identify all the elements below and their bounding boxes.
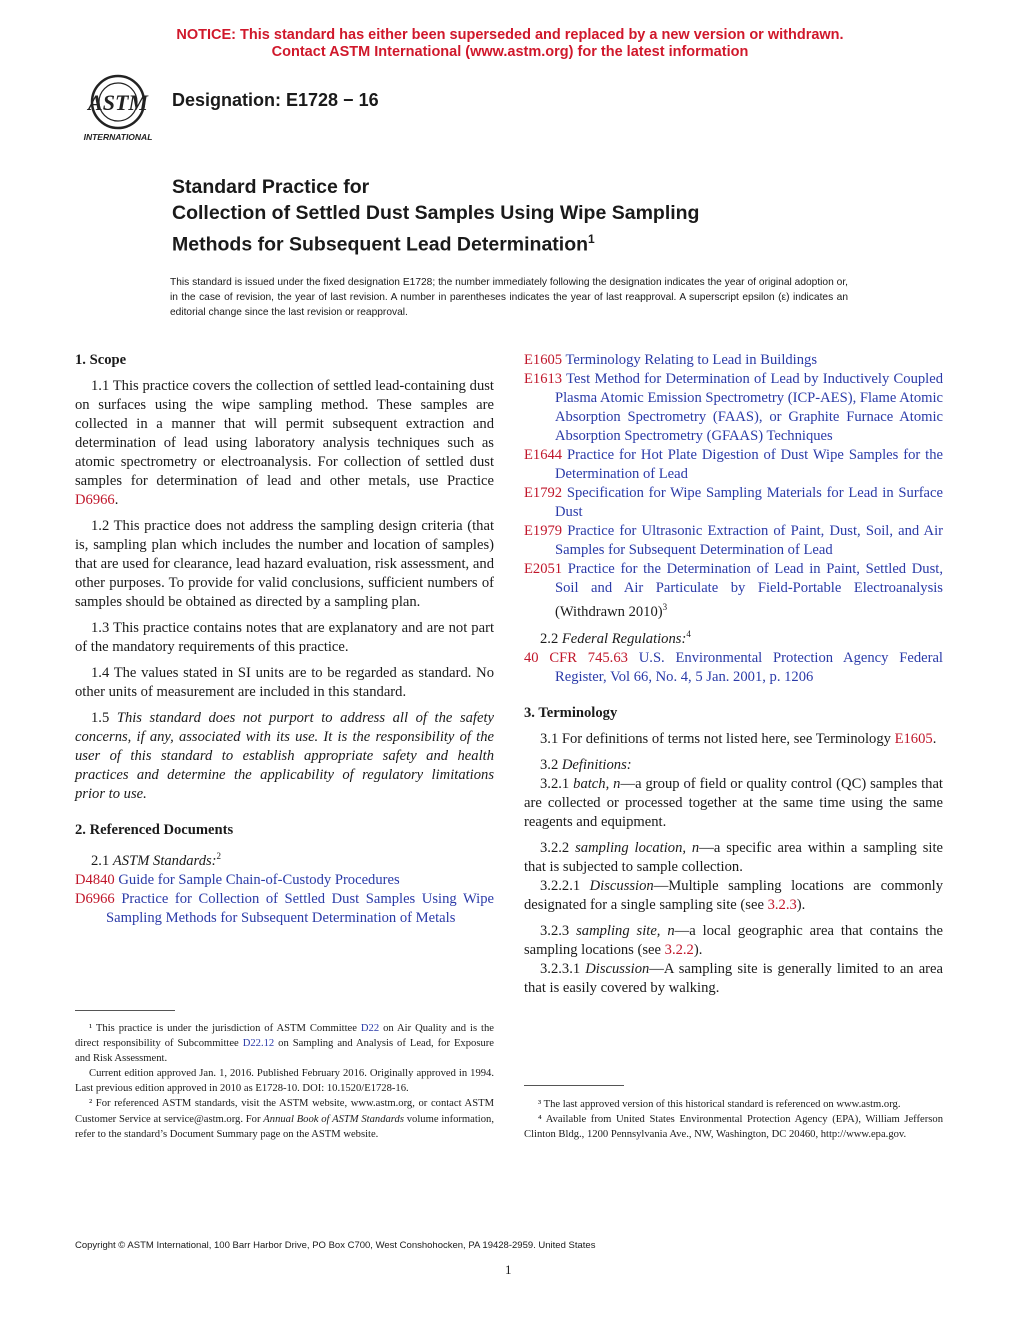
designation: Designation: E1728 − 16 [172,90,379,110]
term-3-2: 3.2 Definitions: [540,756,632,773]
ref-e1605-term-link[interactable]: E1605 [894,730,933,747]
scope-1-1: 1.1 This practice covers the collection of settled lead-containing dust on surfaces using the wipe sampling method. These samples are collected in a manner that will permit subsequent extraction and determination of lead using laboratory analysis techniques such as atomic spectrometry or electroanalysis. For collection of settled dust samples for determination of lead and other metals, use Practice D6966. [75,378,494,508]
reference-item [524,522,943,560]
refdocs-heading: 2. Referenced Documents [75,822,234,838]
right-reference-list [524,351,943,622]
term-3-1: 3.1 For definitions of terms not listed here, see Terminology E1605. [540,730,937,747]
reference-code-link[interactable]: E1605 [524,352,563,368]
term-3-2-3-1: 3.2.3.1 Discussion—A sampling site is generally limited to an area that is easily covered by walking. [524,960,943,996]
footnote-3: ³ The last approved version of this historical standard is referenced on www.astm.org. [538,1099,901,1110]
footnotes-left [75,1021,494,1142]
right-column [524,351,943,998]
ref-3-2-2-link[interactable]: 3.2.2 [664,941,694,958]
footnote-2: ² For referenced ASTM standards, visit the ASTM website, www.astm.org, or contact ASTM Customer Service at service@astm.org. For Annual Book of ASTM Standards volume information, refer to the standard’s Document Summary page on the ASTM website. [75,1098,494,1140]
reference-title[interactable]: Guide for Sample Chain-of-Custody Procedures [118,871,400,888]
terminology-heading: 3. Terminology [524,704,618,721]
scope-1-2: 1.2 This practice does not address the sampling design criteria (that is, sampling plan which includes the number and location of samples) that are used for clearance, lead hazard evaluation, risk assessment, and other purposes. To provide for valid conclusions, sufficient numbers of samples should be obtained as directed by a sampling plan. [75,518,494,610]
footnote-1: ¹ This practice is under the jurisdiction of ASTM Committee D22 on Air Quality and is the direct responsibility of Subcommittee D22.12 on Sampling and Analysis of Lead, for Exposure and Risk Assessment. [75,1023,494,1065]
reference-title[interactable]: Terminology Relating to Lead in Buildings [565,352,817,368]
reference-item [75,890,494,928]
footnotes-right [524,1097,943,1142]
reference-item [524,351,943,370]
reference-code-link[interactable]: E1644 [524,447,563,463]
reference-item [524,484,943,522]
astm-logo [74,72,162,144]
ref-d2212-link[interactable]: D22.12 [242,1038,275,1050]
footnote-rule-right [524,1085,624,1086]
reference-item [524,560,943,622]
reference-title[interactable]: Test Method for Determination of Lead by Inductively Coupled Plasma Atomic Emission Spectrometry (ICP-AES), Flame Atomic Absorption Spectrometry (FAAS), or Graphite Furnace Atomic Absorption Spectrometry (GFAAS) Techniques [555,371,943,444]
reference-title[interactable]: Practice for the Determination of Lead in Paint, Settled Dust, Soil and Air Particulate by Field-Portable Electroanalysis [555,561,943,596]
title-line-3: Methods for Subsequent Lead Determination [172,233,589,256]
copyright-line: Copyright © ASTM International, 100 Barr Harbor Drive, PO Box C700, West Conshohocken, PA 19428-2959. United States [75,1240,596,1251]
astm-standards-label: 2.1 ASTM Standards:$^2$ [91,851,222,869]
notice-line-2: Contact ASTM International (www.astm.org) for the latest information [271,44,749,60]
ref-40cfr: 40 CFR 745.63 U.S. Environmental Protection Agency Federal Register, Vol 66, No. 4, 5 Jan. 2001, p. 1206 [524,649,943,685]
left-column [75,351,494,928]
document-title [172,174,872,258]
term-3-2-1: 3.2.1 batch, n—a group of field or quality control (QC) samples that are collected or processed together at the same time using the same reagents and equipment. [524,775,943,830]
title-footnote-mark: 1 [588,232,595,246]
issuance-note: This standard is issued under the fixed designation E1728; the number immediately following the designation indicates the year of original adoption or, in the case of revision, the year of last revision. A number in parentheses indicates the year of last reapproval. A superscript epsilon (ε) indicates an editorial change since the last revision or reapproval. [170,277,848,318]
reference-item [75,871,494,890]
scope-1-3: 1.3 This practice contains notes that are explanatory and are not part of the mandatory requirements of this practice. [75,620,494,655]
reference-code-link[interactable]: E1979 [524,523,563,539]
ref-40cfr-link[interactable]: 40 CFR 745.63 [524,649,628,666]
federal-regulations-label: 2.2 Federal Regulations:$^4$ [540,628,691,647]
page-number: 1 [505,1262,512,1277]
reference-item [524,370,943,446]
term-3-2-2-1: 3.2.2.1 Discussion—Multiple sampling locations are commonly designated for a single sampling site (see 3.2.3). [524,877,944,913]
reference-code-link[interactable]: E1792 [524,485,563,501]
reference-code-link[interactable]: E1613 [524,371,563,387]
reference-footnote-mark: 3 [662,602,668,612]
notice-line-1: NOTICE: This standard has either been superseded and replaced by a new version or withdrawn. [176,27,844,43]
scope-heading: 1. Scope [75,352,127,368]
title-line-1: Standard Practice for [172,176,370,198]
scope-1-4: 1.4 The values stated in SI units are to be regarded as standard. No other units of measurement are included in this standard. [75,665,494,700]
ref-3-2-3-link[interactable]: 3.2.3 [767,896,797,913]
scope-1-5: 1.5 This standard does not purport to address all of the safety concerns, if any, associated with its use. It is the responsibility of the user of this standard to establish appropriate safety and health practices and determine the applicability of regulatory limitations prior to use. [75,710,494,802]
logo-text: ASTM [88,90,148,115]
reference-item [524,446,943,484]
term-3-2-2: 3.2.2 sampling location, n—a specific area within a sampling site that is subjected to sample collection. [524,839,943,875]
reference-code-link[interactable]: D4840 [75,871,115,888]
reference-withdrawn-note: (Withdrawn 2010) [555,603,663,620]
footnote-4: ⁴ Available from United States Environmental Protection Agency (EPA), William Jefferson Clinton Bldg., 1200 Pennsylvania Ave., NW, Washington, DC 20460, http://www.epa.gov. [524,1114,943,1141]
ref-d6966-link[interactable]: D6966 [75,492,115,508]
left-reference-list [75,871,494,928]
reference-title[interactable]: Practice for Hot Plate Digestion of Dust Wipe Samples for the Determination of Lead [555,447,943,482]
ref-d22-link[interactable]: D22 [360,1023,380,1034]
title-line-2: Collection of Settled Dust Samples Using Wipe Sampling [172,202,700,224]
footnote-rule-left [75,1010,175,1011]
footnote-1-edition: Current edition approved Jan. 1, 2016. Published February 2016. Originally approved in 1994. Last previous edition approved in 2010 as E1728-10. DOI: 10.1520/E1728-16. [75,1068,494,1095]
reference-code-link[interactable]: D6966 [75,890,115,907]
reference-title[interactable]: Practice for Collection of Settled Dust Samples Using Wipe Sampling Methods for Subsequent Determination of Metals [106,890,494,926]
reference-title[interactable]: Practice for Ultrasonic Extraction of Paint, Dust, Soil, and Air Samples for Subsequent Determination of Lead [555,523,943,558]
reference-title[interactable]: Specification for Wipe Sampling Materials for Lead in Surface Dust [555,485,943,520]
logo-subtext: INTERNATIONAL [83,132,153,142]
term-3-2-3: 3.2.3 sampling site, n—a local geographic area that contains the sampling locations (see 3.2.2). [524,922,944,958]
reference-code-link[interactable]: E2051 [524,561,563,577]
